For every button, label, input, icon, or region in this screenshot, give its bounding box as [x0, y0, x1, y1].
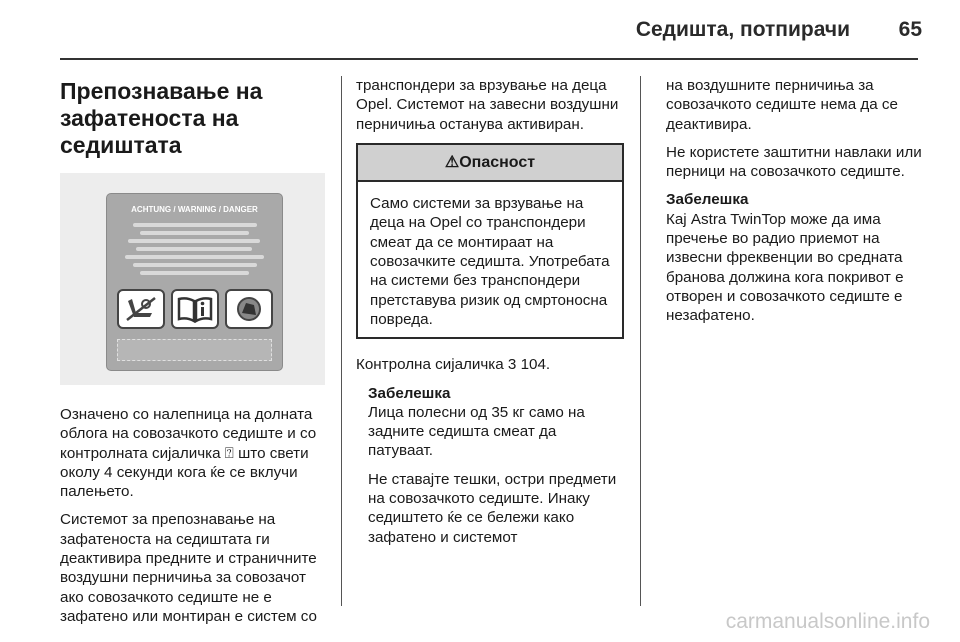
- header-rule: [60, 58, 918, 60]
- note-title: Забелешка: [368, 384, 451, 402]
- note-paragraph-2: Не ставајте тешки, остри предмети на совозачкото седиште. Инаку седиштето ќе се бележи како зафатено и системот: [368, 470, 617, 546]
- warning-text: Само системи за врзување на деца на Opel со транспондери смеат да се монтираат на совозачките седишта. Употребата на системи без транспондери претставува ризик од смртоносна повреда.: [370, 195, 610, 328]
- column-divider-left: [341, 76, 342, 606]
- manual-book-icon: [171, 289, 219, 329]
- page-number: 65: [898, 18, 922, 41]
- warning-title: Опасност: [459, 153, 536, 171]
- note-body-twintop: Кај Astra TwinTop може да има пречење во радио приемот на извесни фреквенции во средната бранова должина кога покривот е отворен и совозачкото седиште е незафатено.: [666, 210, 904, 325]
- section-title-line-2: зафатеноста на: [60, 105, 239, 131]
- warning-sticker: [106, 193, 283, 371]
- paragraph-continued-3: на воздушните перничиња за совозачкото седиште нема да се деактивира.: [666, 77, 898, 133]
- paragraph-1: Означено со налепница на долната облога на совозачкото седиште и со контролната сијаличка ⍰ што свети околу 4 секунди кога ќе се вклучи палењето.: [60, 406, 317, 501]
- paragraph-continued: транспондери за врзување на деца Opel. Системот на завесни воздушни перничиња останува активиран.: [356, 77, 619, 133]
- column-divider-right: [640, 76, 641, 606]
- section-title-line-1: Препознавање на: [60, 78, 263, 104]
- seat-occupancy-label-figure: [60, 173, 325, 385]
- note-paragraph-1: Лица полесни од 35 кг само на задните седишта смеат да патуваат.: [368, 403, 585, 460]
- section-title: [60, 78, 328, 159]
- note-title-twintop: Забелешка: [666, 191, 749, 209]
- warning-body: [358, 182, 622, 337]
- control-indicator-reference: Контролна сијаличка 3 104.: [356, 356, 551, 374]
- column-2: [356, 76, 624, 556]
- rear-seat-icon: [225, 289, 273, 329]
- paragraph-2: Системот за препознавање на зафатеноста на седиштата ги деактивира предните и страничните воздушни перничиња за совозачот ако совозачкото седиште не е зафатено или монтиран е систем со: [60, 511, 318, 625]
- sticker-text-lines: [117, 223, 272, 275]
- column-3: [666, 76, 922, 335]
- sticker-icons: [117, 289, 273, 329]
- warning-triangle-icon: ⚠: [444, 153, 460, 171]
- child-seat-icon: [117, 289, 165, 329]
- warning-heading: [358, 145, 622, 182]
- sticker-heading: ACHTUNG / WARNING / DANGER: [131, 205, 258, 214]
- paragraph-covers: Не користете заштитни навлаки или перници на совозачкото седиште.: [666, 143, 922, 181]
- danger-warning-box: [356, 143, 624, 339]
- watermark: carmanualsonline.info: [725, 610, 930, 633]
- note-block-twintop: [666, 190, 922, 325]
- header-title: Седишта, потпирачи: [635, 18, 850, 41]
- note-block: [356, 384, 624, 547]
- column-1: [60, 76, 328, 635]
- section-title-line-3: седиштата: [60, 132, 182, 158]
- sticker-strip: [117, 339, 272, 361]
